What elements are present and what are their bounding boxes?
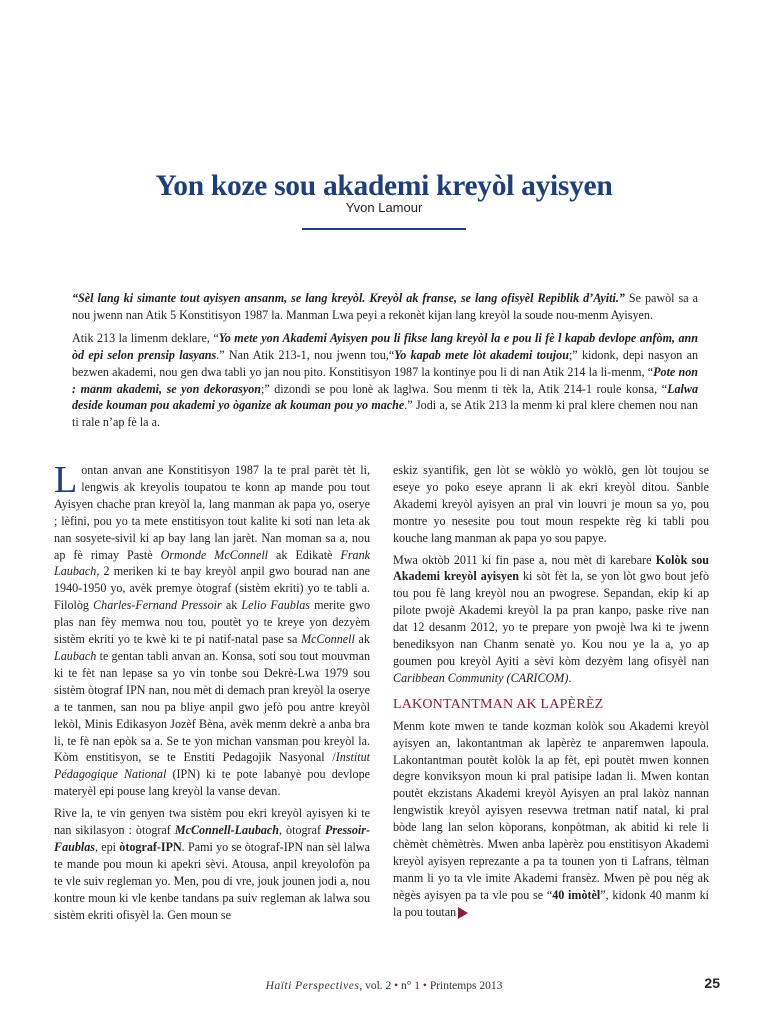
journal-issue: n° 1 (401, 980, 421, 992)
body-text: ak Edikatè (268, 547, 341, 562)
intro-text: Atik 213 la limenm deklare, “ (72, 330, 219, 345)
page-footer (0, 980, 768, 992)
page-number: 25 (704, 975, 720, 991)
body-paragraph (54, 459, 371, 800)
body-text: Mwa oktòb 2011 ki fin pase a, nou mèt di karebare (393, 552, 656, 567)
body-text: ”, kidonk 40 manm ki la pou toutan (393, 887, 709, 919)
body-text: , òtograf (279, 823, 325, 838)
intro-text: .” Nan Atik 213-1, nou jwenn tou,“ (216, 347, 395, 362)
body-text: te gentan tabli anvan an. Konsa, soti sou tout mouvman ki te fèt nan lepase sa yo vin tonbe sou Dekrè-Lwa 1979 sou sistèm òtograf IPN nan, nou mèt di demach pran kreyòl la oserye a te tanmen, san nou pa bliye anpil gwo jefò pou antre kreyòl lekòl, Minis Edikasyon Jozèf Bèna, avèk menm dekrè a anba bra li, te fè nan epòk sa a. Se te yon michan vansman pou kreyòl la. Kòm enstitisyon, se te Enstiti Pedagojik Nasyonal / (54, 648, 370, 765)
body-text: ki sòt fèt la, se yon lòt gwo bout jefò tou pou fè lang kreyòl nou an pwogrese. Sepandan, ekip ki ap pilote pwojè Akademi kreyòl la pa pran kanpo, paske rive nan dat 12 desanm 2012, yo te prepare yon pwojè lwa ki te jwenn benediksyon nan Chanm senatè yo. Kou nou ye la a, yo ap goumen pou kreyòl Ayiti a sèvi kòm dezyèm lang ofisyèl nan (393, 569, 709, 668)
footer-separator: • (420, 980, 430, 992)
left-column (54, 459, 371, 928)
intro-quote-art213: Yo mete yon Akademi Ayisyen pou li fikse lang kreyòl la e pou li fè l kapab devlope anfòm, ann òd epi selon prensip lasyans (72, 330, 698, 362)
body-text: . (568, 670, 572, 685)
orthography-name: òtograf-IPN (119, 839, 182, 854)
body-text: , 2 meriken ki te bay kreyòl anpil gwo bourad nan ane 1940-1950 yo, avèk premye òtograf (sistèm ekriti) yo te tabli a. Filològ (54, 564, 370, 613)
author-divider (302, 228, 466, 230)
institution-name: Institut Pédagogique National (54, 750, 370, 782)
person-name: Charles-Fernand Pressoir (93, 598, 222, 613)
body-text: ak (354, 632, 370, 647)
body-text: , epi (95, 839, 120, 854)
footer-separator: • (391, 980, 402, 992)
person-name: Frank Laubach (54, 547, 371, 579)
person-name: Ormonde McConnell (160, 547, 269, 562)
body-text: (IPN) ki te pote labanyè pou devlope materyèl epi pouse lang kreyòl la vanse devan. (54, 767, 370, 799)
body-paragraph (393, 718, 709, 921)
body-paragraph (54, 805, 370, 923)
person-name: Lelio Faublas (241, 598, 311, 613)
intro-text: .” Jodi a, se Atik 213 la menm ki pral klere chemen nou nan ti rale n’ap fè la a. (72, 398, 698, 430)
body-text: merite gwo plas nan fèy memwa nou tou, poutèt yo te kreye yon dezyèm sistèm ekriti yo te kwè ki te pi natif-natal pase sa (54, 598, 370, 647)
event-name: Kolòk sou Akademi kreyòl ayisyen (393, 552, 709, 584)
right-column (393, 462, 709, 926)
journal-name: Haïti Perspectives (265, 980, 360, 992)
article-title: Yon koze sou akademi kreyòl ayisyen (155, 169, 613, 202)
emphasis-text: 40 imòtèl (552, 887, 601, 902)
journal-season: Printemps 2013 (429, 980, 503, 992)
intro-text: ;” kidonk, depi nasyon an bezwen akademi, nou gen dwa tabli yo jan nou pito. Konstitisyon 1987 la kontinye pou li di nan Atik 214 la li-menm, “ (72, 347, 699, 379)
body-text: Menm kote mwen te tande kozman kolòk sou Akademi kreyòl ayisyen an, lakontantman ak lapèrèz te anparemwen lapoula. Lakontantman poutèt kolòk la ap fèt, epi poutèt mwen konnen degre konviksyon moun ki pral patisipe ladan li. Mwen kontan poutèt ekzistans Akademi kreyòl Ayisyen an pral lakòz nannan lengwistik kreyòl ayisyen resevwa tretman natif natal, ki pral bòde lang lan selon kòporans, konpòtman, ak abitid ki rele li chèmèt chèmètrès. Mwen anba lapèrèz pou enstitisyon Akademi kreyòl ayisyen reprezante a pa ta tounen yon ti Lafrans, tèlman manm li yo ta vle imite Akademi fransèz. Mwen pè pou nèg ak nègès ayisyen pa ta vle pou se “ (393, 718, 709, 902)
person-name: Laubach (54, 648, 97, 663)
orthography-name: McConnell-Laubach (174, 823, 280, 838)
intro-quote-art213-1: Yo kapab mete lòt akademi toujou (394, 347, 569, 362)
body-text: . Pami yo se òtograf-IPN nan sèl lalwa te mande pou moun ki apekri sèvi. Atousa, anpil kreyolofòn pa te vle suiv regleman yo. Men, pou di vre, jouk jounen jodi a, nou kontre moun ki vle kenbe tandans pa suiv regleman ak lalwa sou sistèm ekriti ofisyèl la. Gen moun se (54, 839, 370, 922)
journal-volume: , vol. 2 (359, 980, 392, 992)
intro-quote-art214: Pote non : manm akademi, se yon dekorasyon (72, 364, 698, 396)
intro-paragraph-2 (72, 330, 698, 431)
article-author: Yvon Lamour (345, 200, 423, 215)
intro-text: ;” dizondi se pou lonè ak laglwa. Sou menm ti tèk la, Atik 214-1 roule konsa, “ (260, 381, 668, 396)
intro-block (72, 290, 698, 437)
organization-name: Caribbean Community (CARICOM) (393, 670, 569, 685)
body-paragraph (393, 552, 709, 687)
body-paragraph: eskiz syantifik, gen lòt se wòklò yo wòklò, gen lòt toujou se eseye yo poko eseye aprann li ak ekri kreyòl ditou. Sanble Akademi kreyòl ayisyen an pral vin louvri je moun sa yo, pou montre yo nesesite pou tout moun respekte règ ki tabli pou kouche lang manman ak papa yo sou papye. (393, 463, 709, 545)
arrow-right-icon (458, 907, 468, 919)
orthography-name: Pressoir-Faublas (54, 823, 371, 854)
intro-text: Se pawòl sa a nou jwenn nan Atik 5 Konstitisyon 1987 la. Manman Lwa peyi a rekonèt kijan lang kreyòl la soude nou-menm Ayisyen. (72, 291, 698, 322)
intro-quote-art5: “Sèl lang ki simante tout ayisyen ansanm, se lang kreyòl. Kreyòl ak franse, se lang ofisyèl Repiblik d’Ayiti.” (72, 291, 625, 305)
intro-quote-art214-1: Lalwa deside kouman pou akademi yo òganize ak kouman pou yo mache (72, 381, 698, 413)
body-text: ak (221, 598, 242, 613)
body-text: ontan anvan ane Konstitisyon 1987 la te pral parèt tèt li, lengwis ak kreyolis toupatou te konn ap mande pou tout Ayisyen chache pran kreyòl la, lang manman ak papa yo, oserye ; lèfini, pou yo ta mete enstitisyon tout kalite ki soti nan leta ak nan sosyete-sivil ki ap bay lang lan jarèt. Nan moman sa a, nou ap fè rimay Pastè (54, 463, 370, 562)
drop-cap: L (54, 459, 78, 501)
body-text: Rive la, te vin genyen twa sistèm pou ekri kreyòl ayisyen ki te nan sikilasyon : òtograf (54, 806, 370, 838)
person-name: McConnell (301, 632, 355, 647)
section-heading: LAKONTANTMAN AK LAPÈRÈZ (393, 696, 604, 712)
intro-paragraph-1 (72, 290, 698, 324)
